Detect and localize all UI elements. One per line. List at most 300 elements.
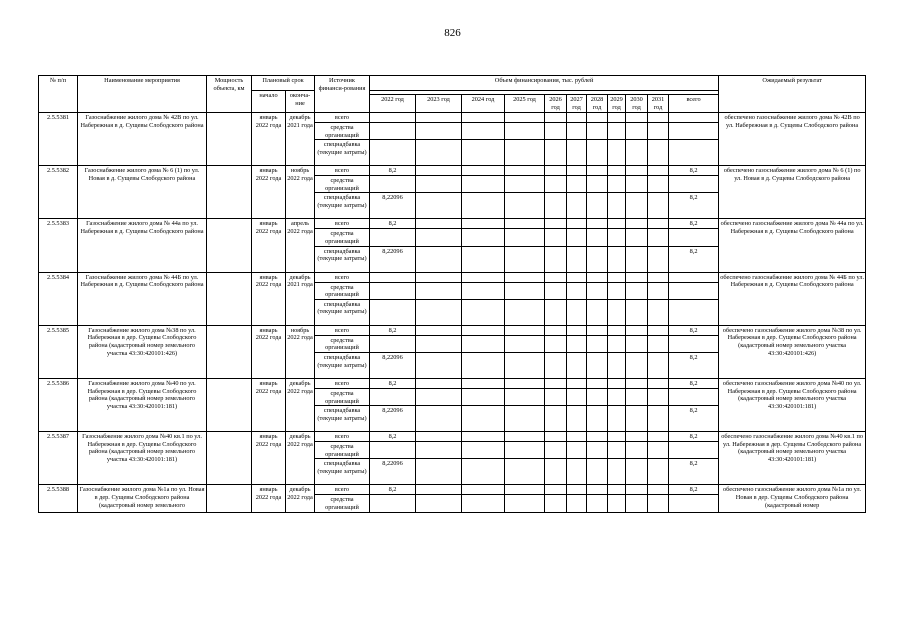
empty-cell	[505, 495, 545, 512]
empty-cell	[545, 299, 567, 325]
value-total: 8,2	[669, 325, 719, 335]
row-result: обеспечено газоснабжение жилого дома № 42В по ул. Набережная в д. Сущевы Слободского района	[719, 113, 866, 166]
row-end: ноябрь 2022 года	[286, 166, 315, 219]
value-total: 8,2	[669, 459, 719, 485]
empty-cell	[626, 123, 648, 140]
empty-cell	[567, 282, 587, 299]
empty-cell	[462, 282, 505, 299]
empty-cell	[587, 123, 608, 140]
empty-cell	[626, 193, 648, 219]
row-power	[207, 432, 252, 485]
empty-cell	[462, 378, 505, 388]
empty-cell	[608, 485, 626, 495]
empty-cell	[587, 219, 608, 229]
value-total: 8,2	[669, 378, 719, 388]
header-year: 2023 год	[416, 95, 462, 113]
empty-cell	[416, 495, 462, 512]
empty-cell	[462, 406, 505, 432]
empty-cell	[626, 459, 648, 485]
row-name: Газоснабжение жилого дома №38 по ул. Набережная в дер. Сущевы Слободского района (кадастровый номер земельного участка 43:30:420101:426)	[78, 325, 207, 378]
empty-cell	[626, 166, 648, 176]
empty-cell	[462, 219, 505, 229]
empty-cell	[462, 246, 505, 272]
empty-cell	[462, 272, 505, 282]
table-row	[39, 378, 866, 388]
empty-cell	[648, 299, 669, 325]
empty-cell	[648, 282, 669, 299]
table-row	[39, 272, 866, 282]
empty-cell	[370, 123, 416, 140]
row-end: декабрь 2021 года	[286, 272, 315, 325]
empty-cell	[567, 246, 587, 272]
empty-cell	[462, 299, 505, 325]
empty-cell	[648, 388, 669, 405]
header-total: всего	[669, 95, 719, 113]
empty-cell	[626, 113, 648, 123]
header-name: Наименование мероприятия	[78, 76, 207, 113]
header-year: 2026 год	[545, 95, 567, 113]
empty-cell	[648, 113, 669, 123]
row-name: Газоснабжение жилого дома № 42В по ул. Набережная в д. Сущевы Слободского района	[78, 113, 207, 166]
source-spec: спецнадбавка (текущие затраты)	[315, 352, 370, 378]
row-result-cell	[719, 485, 866, 512]
empty-cell	[608, 123, 626, 140]
empty-cell	[370, 176, 416, 193]
empty-cell	[587, 378, 608, 388]
row-start: январь 2022 года	[252, 219, 286, 272]
source-total: всего	[315, 166, 370, 176]
empty-cell	[626, 378, 648, 388]
empty-cell	[587, 485, 608, 495]
header-year: 2025 год	[505, 95, 545, 113]
empty-cell	[608, 193, 626, 219]
empty-cell	[416, 140, 462, 166]
value-2022	[370, 299, 416, 325]
row-result: обеспечено газоснабжение жилого дома № 44Б по ул. Набережная в д. Сущевы Слободского района	[719, 272, 866, 325]
empty-cell	[626, 406, 648, 432]
value-total	[669, 113, 719, 123]
empty-cell	[567, 123, 587, 140]
empty-cell	[567, 176, 587, 193]
row-start: январь 2022 года	[252, 378, 286, 431]
empty-cell	[416, 219, 462, 229]
empty-cell	[545, 432, 567, 442]
row-start: январь 2022 года	[252, 485, 286, 512]
empty-cell	[545, 325, 567, 335]
row-number: 2.5.5387	[39, 432, 78, 485]
empty-cell	[626, 299, 648, 325]
empty-cell	[587, 299, 608, 325]
empty-cell	[567, 432, 587, 442]
value-2022	[370, 272, 416, 282]
empty-cell	[608, 219, 626, 229]
value-2022: 8,2	[370, 325, 416, 335]
row-start: январь 2022 года	[252, 113, 286, 166]
empty-cell	[462, 123, 505, 140]
empty-cell	[462, 140, 505, 166]
empty-cell	[567, 219, 587, 229]
empty-cell	[669, 176, 719, 193]
row-power	[207, 219, 252, 272]
empty-cell	[587, 229, 608, 246]
empty-cell	[462, 459, 505, 485]
row-name: Газоснабжение жилого дома № 6 (1) по ул. Новая в д. Сущевы Слободского района	[78, 166, 207, 219]
header-source: Источник финанси-рования	[315, 76, 370, 113]
empty-cell	[462, 229, 505, 246]
empty-cell	[626, 485, 648, 495]
empty-cell	[608, 335, 626, 352]
table-row	[39, 432, 866, 442]
empty-cell	[567, 166, 587, 176]
row-number: 2.5.5382	[39, 166, 78, 219]
empty-cell	[545, 282, 567, 299]
empty-cell	[545, 335, 567, 352]
empty-cell	[648, 442, 669, 459]
header-start: начало	[252, 91, 286, 113]
empty-cell	[505, 406, 545, 432]
empty-cell	[545, 352, 567, 378]
empty-cell	[648, 272, 669, 282]
row-name-cell	[78, 485, 207, 512]
empty-cell	[608, 166, 626, 176]
header-num: № п/п	[39, 76, 78, 113]
empty-cell	[545, 442, 567, 459]
empty-cell	[462, 325, 505, 335]
value-2022: 8,22096	[370, 406, 416, 432]
empty-cell	[608, 459, 626, 485]
empty-cell	[462, 176, 505, 193]
empty-cell	[416, 193, 462, 219]
empty-cell	[545, 123, 567, 140]
empty-cell	[416, 176, 462, 193]
empty-cell	[626, 176, 648, 193]
row-result: обеспечено газоснабжение жилого дома №40 по ул. Набережная в дер. Сущевы Слободского района (кадастровый номер земельного участка 43:30:420101:181)	[719, 378, 866, 431]
source-total: всего	[315, 113, 370, 123]
empty-cell	[608, 406, 626, 432]
empty-cell	[462, 352, 505, 378]
empty-cell	[648, 495, 669, 512]
empty-cell	[669, 335, 719, 352]
empty-cell	[567, 442, 587, 459]
table-row	[39, 325, 866, 335]
empty-cell	[608, 140, 626, 166]
value-total: 8,2	[669, 246, 719, 272]
empty-cell	[626, 352, 648, 378]
empty-cell	[608, 378, 626, 388]
empty-cell	[608, 388, 626, 405]
empty-cell	[587, 335, 608, 352]
empty-cell	[416, 113, 462, 123]
empty-cell	[416, 442, 462, 459]
empty-cell	[416, 388, 462, 405]
row-result: обеспечено газоснабжение жилого дома № 6 (1) по ул. Новая в д. Сущевы Слободского района	[719, 166, 866, 219]
value-2022: 8,2	[370, 485, 416, 495]
value-2022: 8,2	[370, 432, 416, 442]
row-number: 2.5.5385	[39, 325, 78, 378]
empty-cell	[626, 282, 648, 299]
empty-cell	[567, 388, 587, 405]
empty-cell	[416, 282, 462, 299]
empty-cell	[416, 352, 462, 378]
empty-cell	[545, 113, 567, 123]
empty-cell	[505, 282, 545, 299]
empty-cell	[587, 246, 608, 272]
empty-cell	[608, 229, 626, 246]
empty-cell	[505, 459, 545, 485]
empty-cell	[626, 325, 648, 335]
empty-cell	[587, 388, 608, 405]
value-2022: 8,2	[370, 219, 416, 229]
empty-cell	[626, 432, 648, 442]
empty-cell	[370, 335, 416, 352]
empty-cell	[587, 432, 608, 442]
empty-cell	[567, 229, 587, 246]
row-power	[207, 272, 252, 325]
empty-cell	[505, 378, 545, 388]
empty-cell	[545, 272, 567, 282]
empty-cell	[567, 272, 587, 282]
table-row	[39, 219, 866, 229]
empty-cell	[587, 113, 608, 123]
value-total	[669, 299, 719, 325]
empty-cell	[545, 140, 567, 166]
empty-cell	[545, 406, 567, 432]
header-year: 2029 год	[608, 95, 626, 113]
empty-cell	[648, 325, 669, 335]
empty-cell	[648, 485, 669, 495]
empty-cell	[505, 299, 545, 325]
empty-cell	[416, 123, 462, 140]
empty-cell	[505, 166, 545, 176]
source-spec: спецнадбавка (текущие затраты)	[315, 246, 370, 272]
row-power	[207, 325, 252, 378]
empty-cell	[545, 485, 567, 495]
financing-table	[38, 75, 866, 513]
empty-cell	[648, 246, 669, 272]
source-org: средства организаций	[315, 335, 370, 352]
empty-cell	[567, 140, 587, 166]
empty-cell	[626, 442, 648, 459]
source-spec: спецнадбавка (текущие затраты)	[315, 299, 370, 325]
value-total: 8,2	[669, 406, 719, 432]
empty-cell	[505, 352, 545, 378]
source-spec: спецнадбавка (текущие затраты)	[315, 193, 370, 219]
empty-cell	[648, 459, 669, 485]
row-result: обеспечено газоснабжение жилого дома №38 по ул. Набережная в дер. Сущевы Слободского района (кадастровый номер земельного участка 43:30:420101:426)	[719, 325, 866, 378]
empty-cell	[462, 113, 505, 123]
empty-cell	[587, 325, 608, 335]
empty-cell	[545, 229, 567, 246]
empty-cell	[462, 495, 505, 512]
empty-cell	[545, 166, 567, 176]
row-end: декабрь 2021 года	[286, 113, 315, 166]
empty-cell	[416, 485, 462, 495]
empty-cell	[545, 388, 567, 405]
empty-cell	[648, 140, 669, 166]
empty-cell	[416, 335, 462, 352]
empty-cell	[648, 229, 669, 246]
row-result: обеспечено газоснабжение жилого дома №40 кв.1 по ул. Набережная в дер. Сущевы Слободского района (кадастровый номер земельного участка 43:30:420101:181)	[719, 432, 866, 485]
row-end: апрель 2022 года	[286, 219, 315, 272]
source-org: средства организаций	[315, 495, 370, 512]
empty-cell	[587, 140, 608, 166]
value-2022	[370, 113, 416, 123]
table-row	[39, 166, 866, 176]
empty-cell	[587, 193, 608, 219]
empty-cell	[669, 282, 719, 299]
empty-cell	[648, 335, 669, 352]
value-2022: 8,22096	[370, 193, 416, 219]
empty-cell	[587, 272, 608, 282]
row-end: декабрь 2022 года	[286, 378, 315, 431]
source-spec: спецнадбавка (текущие затраты)	[315, 140, 370, 166]
empty-cell	[669, 442, 719, 459]
empty-cell	[416, 229, 462, 246]
empty-cell	[505, 176, 545, 193]
empty-cell	[416, 166, 462, 176]
empty-cell	[505, 325, 545, 335]
row-result: обеспечено газоснабжение жилого дома № 44а по ул. Набережная в д. Сущевы Слободского района	[719, 219, 866, 272]
value-total: 8,2	[669, 193, 719, 219]
row-end: декабрь 2022 года	[286, 432, 315, 485]
value-2022: 8,2	[370, 378, 416, 388]
row-number: 2.5.5383	[39, 219, 78, 272]
header-period: Плановый срок	[252, 76, 315, 91]
source-spec: спецнадбавка (текущие затраты)	[315, 406, 370, 432]
empty-cell	[545, 495, 567, 512]
empty-cell	[608, 352, 626, 378]
header-year: 2027 год	[567, 95, 587, 113]
value-total: 8,2	[669, 485, 719, 495]
row-name: Газоснабжение жилого дома №1а по ул. Новая в дер. Сущевы Слободского района (кадастровый номер земельного	[79, 486, 205, 509]
value-total: 8,2	[669, 352, 719, 378]
empty-cell	[608, 325, 626, 335]
empty-cell	[505, 485, 545, 495]
empty-cell	[416, 272, 462, 282]
header-year: 2024 год	[462, 95, 505, 113]
empty-cell	[416, 299, 462, 325]
row-number: 2.5.5386	[39, 378, 78, 431]
value-2022: 8,22096	[370, 459, 416, 485]
source-org: средства организаций	[315, 176, 370, 193]
row-power	[207, 166, 252, 219]
empty-cell	[567, 299, 587, 325]
empty-cell	[370, 442, 416, 459]
empty-cell	[587, 459, 608, 485]
empty-cell	[626, 229, 648, 246]
empty-cell	[567, 378, 587, 388]
empty-cell	[587, 352, 608, 378]
value-total	[669, 272, 719, 282]
empty-cell	[545, 219, 567, 229]
empty-cell	[648, 352, 669, 378]
empty-cell	[608, 176, 626, 193]
empty-cell	[567, 193, 587, 219]
empty-cell	[648, 123, 669, 140]
empty-cell	[462, 335, 505, 352]
header-power: Мощность объекта, км	[207, 76, 252, 113]
empty-cell	[587, 406, 608, 432]
value-total: 8,2	[669, 219, 719, 229]
empty-cell	[626, 140, 648, 166]
empty-cell	[505, 113, 545, 123]
value-total: 8,2	[669, 166, 719, 176]
empty-cell	[370, 282, 416, 299]
value-2022	[370, 140, 416, 166]
empty-cell	[608, 432, 626, 442]
empty-cell	[505, 388, 545, 405]
empty-cell	[505, 246, 545, 272]
empty-cell	[505, 442, 545, 459]
empty-cell	[416, 432, 462, 442]
source-spec: спецнадбавка (текущие затраты)	[315, 459, 370, 485]
row-number: 2.5.5384	[39, 272, 78, 325]
empty-cell	[626, 335, 648, 352]
source-total: всего	[315, 219, 370, 229]
empty-cell	[626, 272, 648, 282]
row-end: ноябрь 2022 года	[286, 325, 315, 378]
value-2022: 8,2	[370, 166, 416, 176]
empty-cell	[567, 335, 587, 352]
row-end: декабрь 2022 года	[286, 485, 315, 512]
row-name: Газоснабжение жилого дома №40 кв.1 по ул. Набережная в дер. Сущевы Слободского района (кадастровый номер земельного участка 43:30:420101:181)	[78, 432, 207, 485]
empty-cell	[416, 378, 462, 388]
empty-cell	[608, 246, 626, 272]
empty-cell	[608, 299, 626, 325]
empty-cell	[567, 325, 587, 335]
value-2022: 8,22096	[370, 352, 416, 378]
empty-cell	[626, 246, 648, 272]
empty-cell	[626, 495, 648, 512]
empty-cell	[648, 432, 669, 442]
header-year: 2022 год	[370, 95, 416, 113]
empty-cell	[545, 193, 567, 219]
source-org: средства организаций	[315, 282, 370, 299]
empty-cell	[416, 325, 462, 335]
source-total: всего	[315, 378, 370, 388]
empty-cell	[462, 485, 505, 495]
empty-cell	[505, 335, 545, 352]
row-power	[207, 485, 252, 512]
empty-cell	[608, 442, 626, 459]
row-start: январь 2022 года	[252, 166, 286, 219]
empty-cell	[567, 495, 587, 512]
row-start: январь 2022 года	[252, 432, 286, 485]
empty-cell	[462, 193, 505, 219]
empty-cell	[669, 123, 719, 140]
source-org: средства организаций	[315, 388, 370, 405]
empty-cell	[416, 459, 462, 485]
header-end: оконча-ние	[286, 91, 315, 113]
row-number: 2.5.5381	[39, 113, 78, 166]
source-org: средства организаций	[315, 229, 370, 246]
source-total: всего	[315, 325, 370, 335]
empty-cell	[648, 219, 669, 229]
empty-cell	[648, 166, 669, 176]
empty-cell	[587, 166, 608, 176]
empty-cell	[608, 282, 626, 299]
empty-cell	[416, 246, 462, 272]
empty-cell	[608, 113, 626, 123]
empty-cell	[567, 113, 587, 123]
header-volume: Объем финансирования, тыс. рублей	[370, 76, 719, 91]
value-total	[669, 140, 719, 166]
empty-cell	[370, 495, 416, 512]
value-2022: 8,22096	[370, 246, 416, 272]
source-org: средства организаций	[315, 442, 370, 459]
empty-cell	[587, 176, 608, 193]
empty-cell	[545, 459, 567, 485]
